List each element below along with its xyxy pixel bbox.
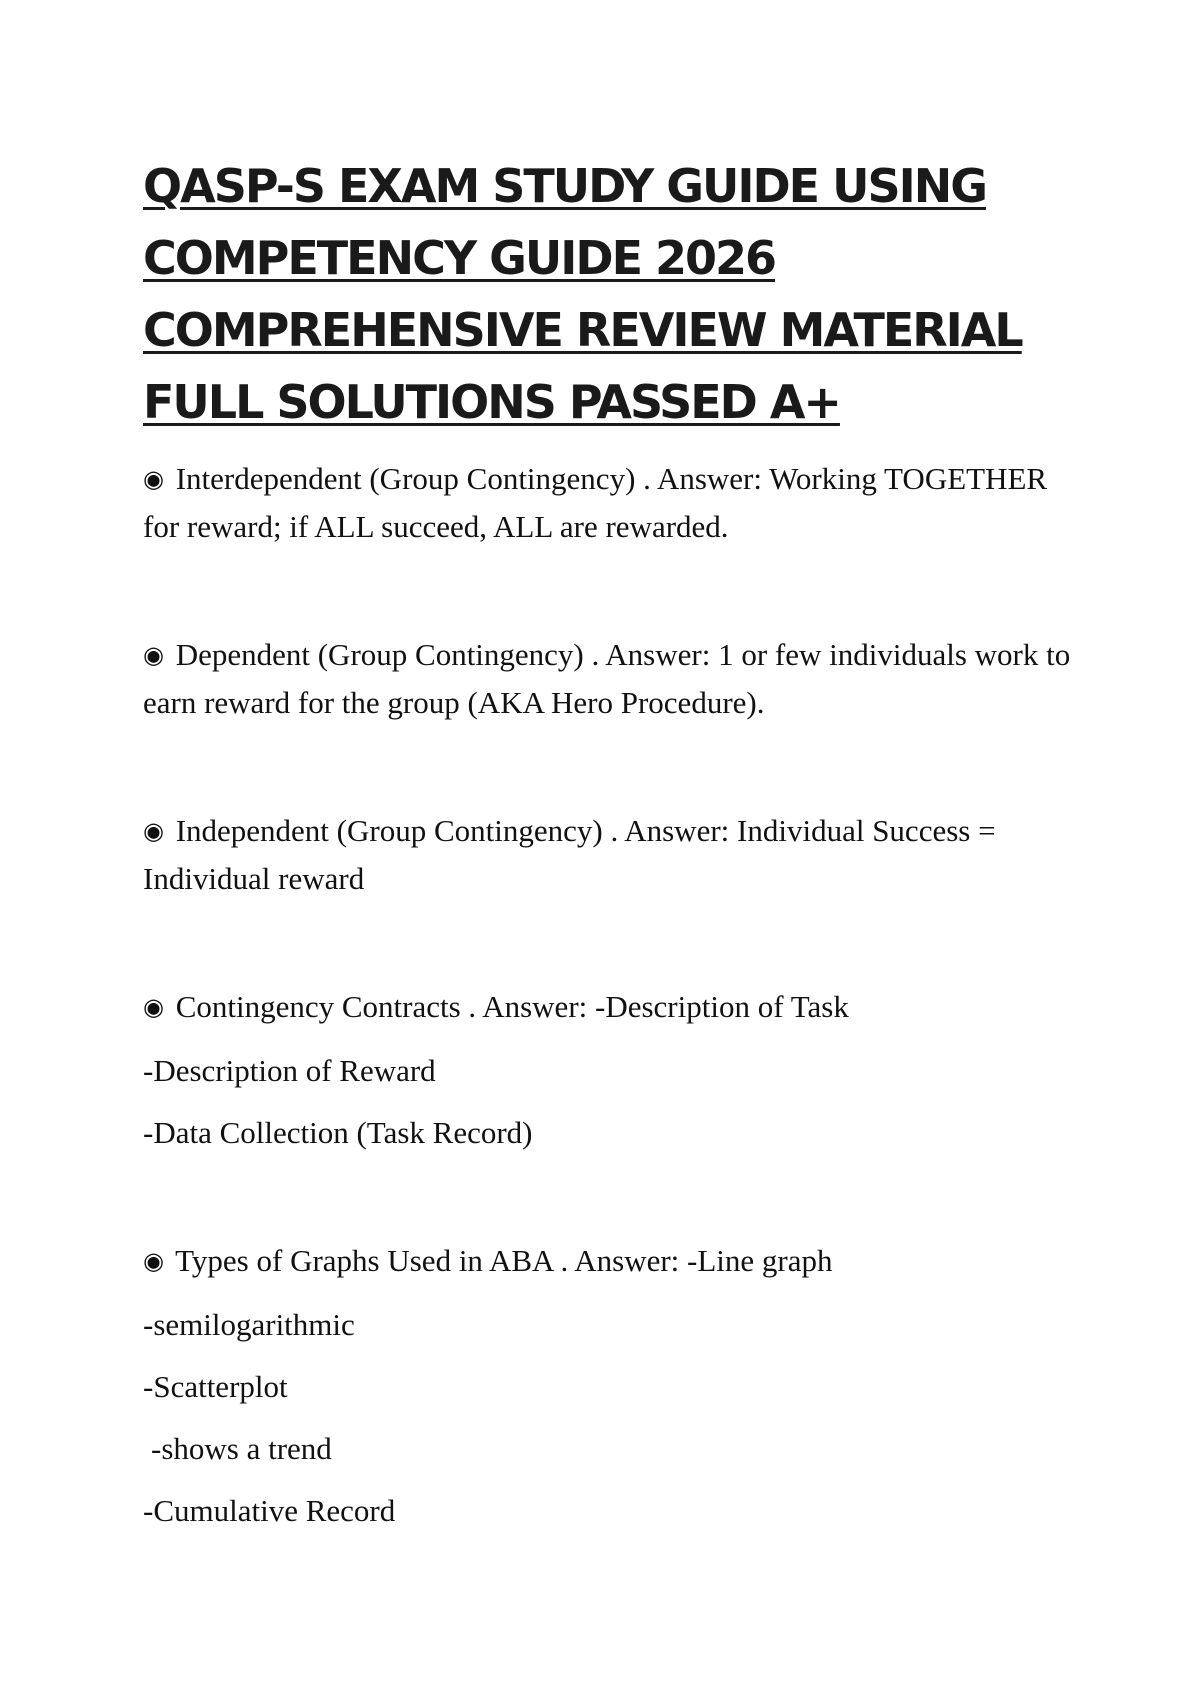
entry-sub-line: -shows a trend: [151, 1431, 332, 1466]
radio-bullet-icon: ◉: [143, 993, 164, 1021]
radio-bullet-icon: ◉: [143, 641, 164, 669]
entry-interdependent: [143, 456, 1083, 550]
entry-sub-line: -Scatterplot: [143, 1369, 288, 1404]
radio-bullet-icon: ◉: [143, 465, 164, 493]
entry-text: Interdependent (Group Contingency) . Answer: Working TOGETHER for reward; if ALL succeed, ALL are rewarded.: [143, 461, 1048, 544]
entry-text: Contingency Contracts . Answer: -Description of Task: [175, 989, 849, 1024]
entry-sub-line: -Description of Reward: [143, 1053, 436, 1088]
document-page: [143, 150, 1083, 1616]
entry-sub-line: -semilogarithmic: [143, 1307, 355, 1342]
radio-bullet-icon: ◉: [143, 1247, 164, 1275]
entry-independent: [143, 808, 1083, 902]
entry-types-of-graphs: [143, 1238, 1083, 1534]
entry-contingency-contracts: [143, 984, 1083, 1156]
document-title: QASP-S EXAM STUDY GUIDE USING COMPETENCY GUIDE 2026 COMPREHENSIVE REVIEW MATERIAL FULL SOLUTIONS PASSED A+: [143, 159, 1022, 429]
entry-text: Independent (Group Contingency) . Answer: Individual Success = Individual reward: [143, 813, 996, 896]
entry-sub-line: -Data Collection (Task Record): [143, 1115, 533, 1150]
entry-text: Types of Graphs Used in ABA . Answer: -Line graph: [175, 1243, 833, 1278]
entry-text: Dependent (Group Contingency) . Answer: 1 or few individuals work to earn reward for the group (AKA Hero Procedure).: [143, 637, 1071, 720]
entry-dependent: [143, 632, 1083, 726]
entry-sub-line: -Cumulative Record: [143, 1493, 396, 1528]
radio-bullet-icon: ◉: [143, 817, 164, 845]
